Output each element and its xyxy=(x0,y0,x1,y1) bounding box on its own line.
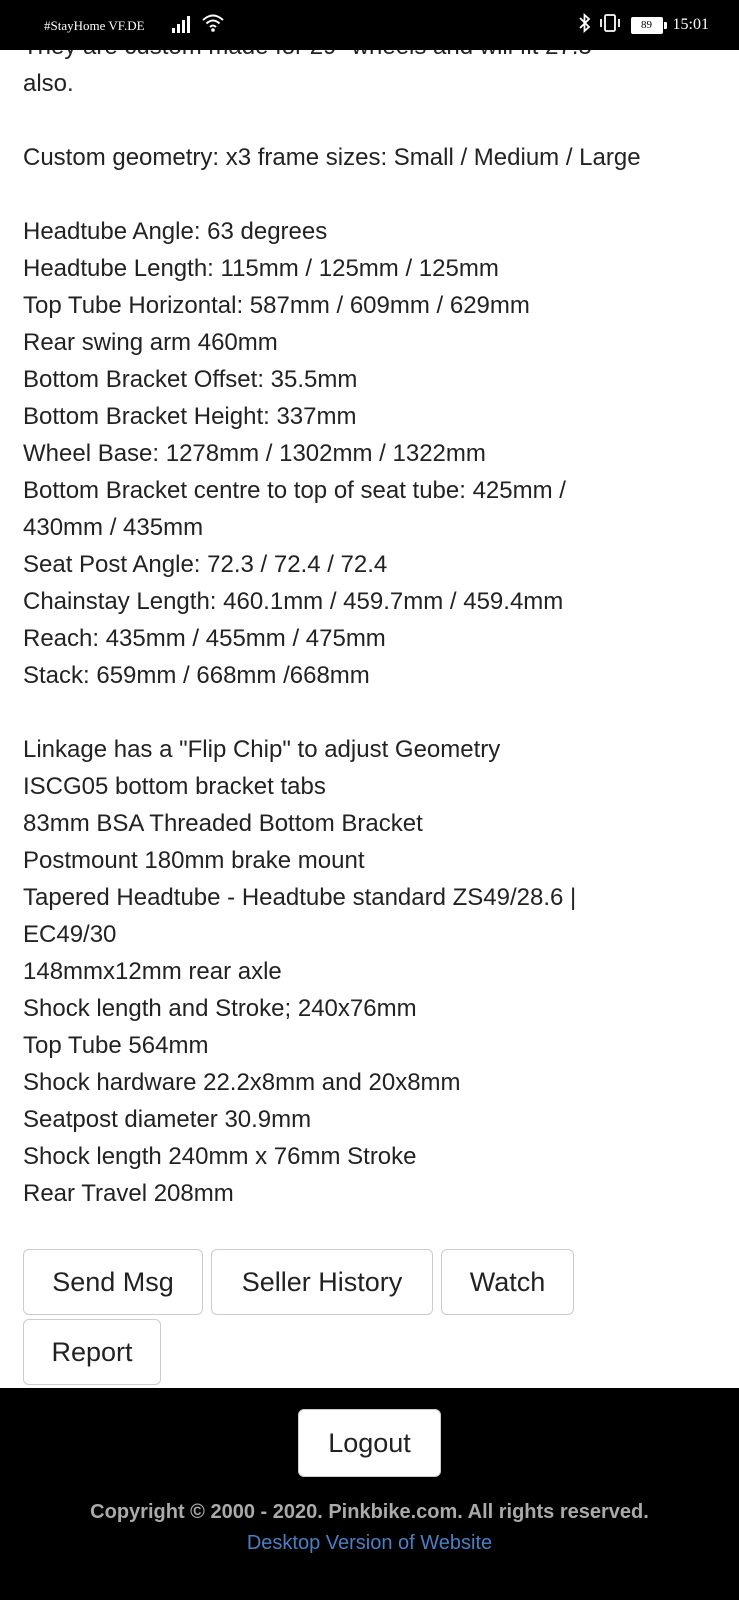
send-msg-button[interactable]: Send Msg xyxy=(23,1249,203,1315)
description-line: Wheel Base: 1278mm / 1302mm / 1322mm xyxy=(23,440,486,467)
description-line: Rear Travel 208mm xyxy=(23,1180,234,1207)
listing-description xyxy=(23,28,723,1212)
clock: 15:01 xyxy=(672,16,709,33)
description-line: Top Tube 564mm xyxy=(23,1032,209,1059)
description-line: Tapered Headtube - Headtube standard ZS49/28.6 | xyxy=(23,884,577,911)
copyright-text: Copyright © 2000 - 2020. Pinkbike.com. All rights reserved. xyxy=(90,1501,649,1523)
description-line: Stack: 659mm / 668mm /668mm xyxy=(23,662,370,689)
description-line: Headtube Length: 115mm / 125mm / 125mm xyxy=(23,255,499,282)
description-line: also. xyxy=(23,70,74,97)
status-bar xyxy=(0,0,739,50)
logout-button[interactable]: Logout xyxy=(298,1409,441,1477)
description-line: Bottom Bracket centre to top of seat tube: 425mm / xyxy=(23,477,566,504)
description-line: Bottom Bracket Offset: 35.5mm xyxy=(23,366,358,393)
description-line: Postmount 180mm brake mount xyxy=(23,847,365,874)
description-line: Chainstay Length: 460.1mm / 459.7mm / 459.4mm xyxy=(23,588,564,615)
wifi-icon xyxy=(201,13,225,38)
description-line: 430mm / 435mm xyxy=(23,514,204,541)
description-line: 148mmx12mm rear axle xyxy=(23,958,282,985)
description-line: Seat Post Angle: 72.3 / 72.4 / 72.4 xyxy=(23,551,388,578)
vibrate-icon xyxy=(599,13,621,38)
description-line: Shock length and Stroke; 240x76mm xyxy=(23,995,417,1022)
description-line: Headtube Angle: 63 degrees xyxy=(23,218,328,245)
description-line: Shock hardware 22.2x8mm and 20x8mm xyxy=(23,1069,461,1096)
description-line: Bottom Bracket Height: 337mm xyxy=(23,403,357,430)
signal-icon xyxy=(172,15,192,38)
seller-history-button[interactable]: Seller History xyxy=(211,1249,433,1315)
description-line: Rear swing arm 460mm xyxy=(23,329,278,356)
bluetooth-icon xyxy=(579,13,591,38)
battery-icon: 89 xyxy=(631,17,663,34)
carrier-label: #StayHome VF.DE xyxy=(44,18,145,33)
description-line: Linkage has a "Flip Chip" to adjust Geometry xyxy=(23,736,501,763)
description-line: Custom geometry: x3 frame sizes: Small / Medium / Large xyxy=(23,144,641,171)
description-line: Shock length 240mm x 76mm Stroke xyxy=(23,1143,417,1170)
description-line: EC49/30 xyxy=(23,921,117,948)
footer xyxy=(0,1388,739,1600)
description-line: 83mm BSA Threaded Bottom Bracket xyxy=(23,810,423,837)
description-line: Top Tube Horizontal: 587mm / 609mm / 629mm xyxy=(23,292,530,319)
description-line: Reach: 435mm / 455mm / 475mm xyxy=(23,625,386,652)
watch-button[interactable]: Watch xyxy=(441,1249,574,1315)
desktop-version-link[interactable]: Desktop Version of Website xyxy=(246,1532,493,1554)
description-line: ISCG05 bottom bracket tabs xyxy=(23,773,326,800)
report-button[interactable]: Report xyxy=(23,1319,161,1385)
description-line: Seatpost diameter 30.9mm xyxy=(23,1106,312,1133)
